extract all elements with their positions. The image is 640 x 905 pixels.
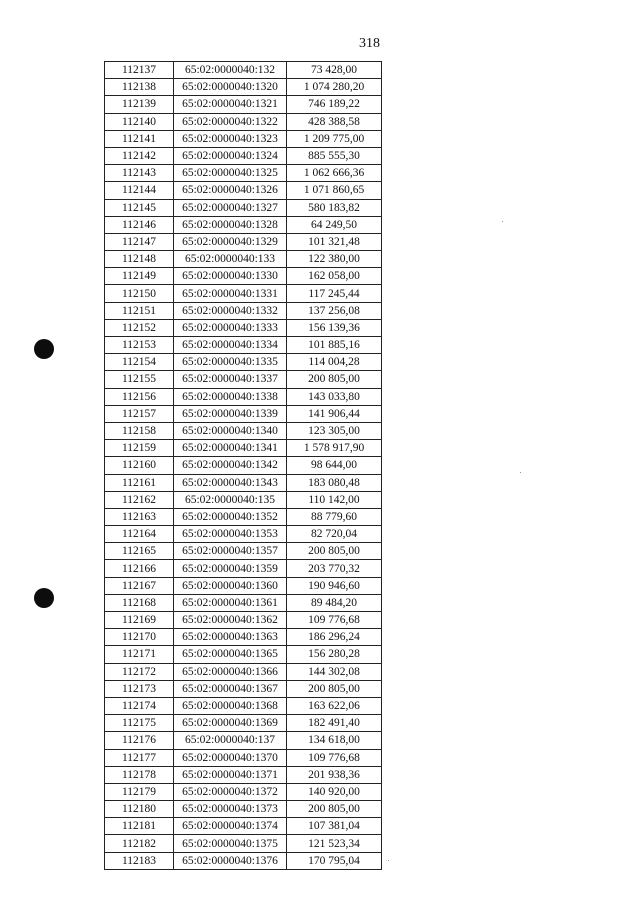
value-cell: 163 622,06 [287,697,382,714]
row-number-cell: 112163 [105,508,174,525]
cadastral-number-cell: 65:02:0000040:1365 [174,646,287,663]
row-number-cell: 112168 [105,594,174,611]
cadastral-number-cell: 65:02:0000040:1360 [174,577,287,594]
table-row [105,96,382,113]
table-row [105,216,382,233]
value-cell: 428 388,58 [287,113,382,130]
value-cell: 746 189,22 [287,96,382,113]
table-row [105,405,382,422]
table-row [105,457,382,474]
table-row [105,508,382,525]
value-cell: 73 428,00 [287,62,382,79]
row-number-cell: 112173 [105,680,174,697]
row-number-cell: 112154 [105,354,174,371]
cadastral-number-cell: 65:02:0000040:1357 [174,543,287,560]
row-number-cell: 112157 [105,405,174,422]
cadastral-number-cell: 65:02:0000040:1321 [174,96,287,113]
row-number-cell: 112140 [105,113,174,130]
value-cell: 109 776,68 [287,749,382,766]
cadastral-number-cell: 65:02:0000040:1368 [174,697,287,714]
cadastral-number-cell: 65:02:0000040:137 [174,732,287,749]
value-cell: 200 805,00 [287,543,382,560]
value-cell: 82 720,04 [287,526,382,543]
row-number-cell: 112172 [105,663,174,680]
row-number-cell: 112161 [105,474,174,491]
cadastral-number-cell: 65:02:0000040:1337 [174,371,287,388]
cadastral-number-cell: 65:02:0000040:1340 [174,422,287,439]
table-row [105,285,382,302]
row-number-cell: 112159 [105,440,174,457]
value-cell: 134 618,00 [287,732,382,749]
table-row [105,577,382,594]
value-cell: 144 302,08 [287,663,382,680]
punch-hole-bottom [34,588,54,608]
cadastral-number-cell: 65:02:0000040:133 [174,251,287,268]
cadastral-number-cell: 65:02:0000040:1353 [174,526,287,543]
row-number-cell: 112158 [105,422,174,439]
value-cell: 182 491,40 [287,715,382,732]
table-row [105,251,382,268]
table-row [105,354,382,371]
value-cell: 89 484,20 [287,594,382,611]
cadastral-number-cell: 65:02:0000040:1339 [174,405,287,422]
cadastral-number-cell: 65:02:0000040:1322 [174,113,287,130]
row-number-cell: 112144 [105,182,174,199]
row-number-cell: 112180 [105,801,174,818]
table-row [105,749,382,766]
value-cell: 109 776,68 [287,612,382,629]
row-number-cell: 112148 [105,251,174,268]
row-number-cell: 112179 [105,783,174,800]
row-number-cell: 112153 [105,337,174,354]
table-row [105,715,382,732]
value-cell: 141 906,44 [287,405,382,422]
table-row [105,371,382,388]
row-number-cell: 112147 [105,233,174,250]
row-number-cell: 112167 [105,577,174,594]
row-number-cell: 112155 [105,371,174,388]
scan-speck [388,860,389,861]
value-cell: 110 142,00 [287,491,382,508]
cadastral-number-cell: 65:02:0000040:1335 [174,354,287,371]
table-row [105,783,382,800]
table-row [105,440,382,457]
table-row [105,646,382,663]
table-row [105,543,382,560]
cadastral-number-cell: 65:02:0000040:132 [174,62,287,79]
row-number-cell: 112162 [105,491,174,508]
table-row [105,835,382,852]
cadastral-number-cell: 65:02:0000040:1372 [174,783,287,800]
cadastral-number-cell: 65:02:0000040:1371 [174,766,287,783]
value-cell: 580 183,82 [287,199,382,216]
table-row [105,663,382,680]
table-row [105,422,382,439]
cadastral-number-cell: 65:02:0000040:1326 [174,182,287,199]
value-cell: 140 920,00 [287,783,382,800]
table-row [105,130,382,147]
value-cell: 156 280,28 [287,646,382,663]
row-number-cell: 112137 [105,62,174,79]
value-cell: 101 885,16 [287,337,382,354]
row-number-cell: 112166 [105,560,174,577]
value-cell: 885 555,30 [287,147,382,164]
cadastral-number-cell: 65:02:0000040:1370 [174,749,287,766]
cadastral-number-cell: 65:02:0000040:1338 [174,388,287,405]
table-row [105,199,382,216]
table-row [105,79,382,96]
cadastral-number-cell: 65:02:0000040:1331 [174,285,287,302]
row-number-cell: 112170 [105,629,174,646]
value-cell: 101 321,48 [287,233,382,250]
cadastral-number-cell: 65:02:0000040:1332 [174,302,287,319]
table-row [105,337,382,354]
value-cell: 121 523,34 [287,835,382,852]
cadastral-number-cell: 65:02:0000040:1342 [174,457,287,474]
table-row [105,474,382,491]
cadastral-number-cell: 65:02:0000040:1320 [174,79,287,96]
cadastral-table [104,61,382,870]
cadastral-number-cell: 65:02:0000040:1362 [174,612,287,629]
row-number-cell: 112182 [105,835,174,852]
value-cell: 1 209 775,00 [287,130,382,147]
table-row [105,302,382,319]
cadastral-number-cell: 65:02:0000040:1361 [174,594,287,611]
row-number-cell: 112138 [105,79,174,96]
row-number-cell: 112145 [105,199,174,216]
value-cell: 200 805,00 [287,801,382,818]
table-row [105,818,382,835]
cadastral-number-cell: 65:02:0000040:1375 [174,835,287,852]
cadastral-number-cell: 65:02:0000040:1324 [174,147,287,164]
table-row [105,594,382,611]
row-number-cell: 112174 [105,697,174,714]
cadastral-number-cell: 65:02:0000040:1363 [174,629,287,646]
cadastral-number-cell: 65:02:0000040:1366 [174,663,287,680]
value-cell: 203 770,32 [287,560,382,577]
value-cell: 64 249,50 [287,216,382,233]
value-cell: 186 296,24 [287,629,382,646]
value-cell: 1 062 666,36 [287,165,382,182]
value-cell: 1 071 860,65 [287,182,382,199]
table-body [105,62,382,870]
punch-hole-top [34,339,54,359]
table-row [105,697,382,714]
table-row [105,388,382,405]
table-row [105,268,382,285]
table-row [105,147,382,164]
row-number-cell: 112141 [105,130,174,147]
value-cell: 137 256,08 [287,302,382,319]
cadastral-number-cell: 65:02:0000040:1374 [174,818,287,835]
cadastral-number-cell: 65:02:0000040:1369 [174,715,287,732]
value-cell: 117 245,44 [287,285,382,302]
row-number-cell: 112165 [105,543,174,560]
cadastral-number-cell: 65:02:0000040:1359 [174,560,287,577]
cadastral-number-cell: 65:02:0000040:1373 [174,801,287,818]
scan-speck [502,221,503,222]
cadastral-number-cell: 65:02:0000040:1329 [174,233,287,250]
value-cell: 162 058,00 [287,268,382,285]
cadastral-number-cell: 65:02:0000040:135 [174,491,287,508]
value-cell: 170 795,04 [287,852,382,869]
value-cell: 156 139,36 [287,319,382,336]
table-row [105,560,382,577]
cadastral-number-cell: 65:02:0000040:1330 [174,268,287,285]
row-number-cell: 112183 [105,852,174,869]
value-cell: 1 074 280,20 [287,79,382,96]
scan-speck [520,472,521,473]
value-cell: 114 004,28 [287,354,382,371]
row-number-cell: 112150 [105,285,174,302]
value-cell: 200 805,00 [287,680,382,697]
cadastral-number-cell: 65:02:0000040:1376 [174,852,287,869]
table-row [105,629,382,646]
table-row [105,165,382,182]
table-row [105,233,382,250]
row-number-cell: 112169 [105,612,174,629]
row-number-cell: 112171 [105,646,174,663]
row-number-cell: 112178 [105,766,174,783]
row-number-cell: 112142 [105,147,174,164]
table-row [105,62,382,79]
row-number-cell: 112175 [105,715,174,732]
value-cell: 200 805,00 [287,371,382,388]
value-cell: 98 644,00 [287,457,382,474]
table-row [105,612,382,629]
cadastral-number-cell: 65:02:0000040:1341 [174,440,287,457]
table-row [105,491,382,508]
row-number-cell: 112151 [105,302,174,319]
table-row [105,319,382,336]
value-cell: 201 938,36 [287,766,382,783]
table-row [105,680,382,697]
value-cell: 123 305,00 [287,422,382,439]
row-number-cell: 112164 [105,526,174,543]
value-cell: 183 080,48 [287,474,382,491]
value-cell: 107 381,04 [287,818,382,835]
row-number-cell: 112156 [105,388,174,405]
row-number-cell: 112160 [105,457,174,474]
table-row [105,526,382,543]
cadastral-number-cell: 65:02:0000040:1328 [174,216,287,233]
table-row [105,182,382,199]
cadastral-number-cell: 65:02:0000040:1343 [174,474,287,491]
table-row [105,113,382,130]
row-number-cell: 112181 [105,818,174,835]
cadastral-number-cell: 65:02:0000040:1333 [174,319,287,336]
row-number-cell: 112143 [105,165,174,182]
cadastral-number-cell: 65:02:0000040:1334 [174,337,287,354]
cadastral-number-cell: 65:02:0000040:1327 [174,199,287,216]
row-number-cell: 112139 [105,96,174,113]
table-row [105,801,382,818]
cadastral-number-cell: 65:02:0000040:1325 [174,165,287,182]
row-number-cell: 112152 [105,319,174,336]
cadastral-number-cell: 65:02:0000040:1323 [174,130,287,147]
row-number-cell: 112176 [105,732,174,749]
value-cell: 122 380,00 [287,251,382,268]
value-cell: 88 779,60 [287,508,382,525]
cadastral-number-cell: 65:02:0000040:1367 [174,680,287,697]
row-number-cell: 112149 [105,268,174,285]
row-number-cell: 112146 [105,216,174,233]
row-number-cell: 112177 [105,749,174,766]
table-row [105,766,382,783]
value-cell: 190 946,60 [287,577,382,594]
value-cell: 143 033,80 [287,388,382,405]
table-row [105,852,382,869]
page-number: 318 [359,36,380,51]
cadastral-number-cell: 65:02:0000040:1352 [174,508,287,525]
table-row [105,732,382,749]
value-cell: 1 578 917,90 [287,440,382,457]
